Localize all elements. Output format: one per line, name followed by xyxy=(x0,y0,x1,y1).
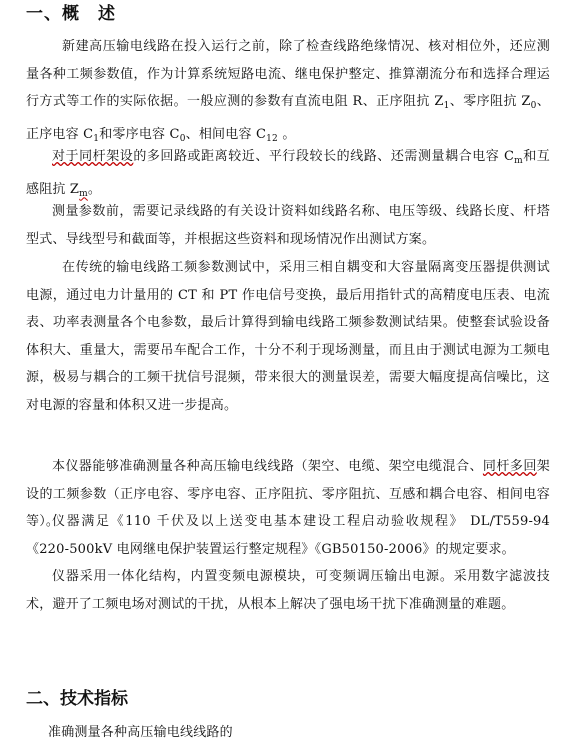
paragraph-specs-intro: 准确测量各种高压输电线线路的 xyxy=(48,725,233,740)
spellcheck-underlined-text: 同杆多回 xyxy=(482,459,537,474)
paragraph-coupling-text: 和互感阻抗 Z xyxy=(26,149,550,197)
paragraph-coupling-text: 。 xyxy=(87,181,102,197)
paragraph-traditional-method: 在传统的输电线路工频参数测试中，采用三相自耦变和大容量隔离变压器提供测试电源，通过电力计量用的 CT 和 PT 作电信号变换，最后用指针式的高精度电压表、电流表、功率表测量各个电参数，最后计算得到输电线路工频参数测试结果。使整套试验设备体积大、重量大，需要吊车配合工作，十分不利于现场测量，而且由于测试电源为工频电源，极易与耦合的工频干扰信号混频，带来很大的测量误差，需要大幅度提高信噪比，这对电源的容量和体积又进一步提高。 xyxy=(26,260,550,413)
paragraph-preparation: 测量参数前，需要记录线路的有关设计资料如线路名称、电压等级、线路长度、杆塔型式、导线型号和截面等，并根据这些资料和现场情况作出测试方案。 xyxy=(26,204,550,247)
paragraph-standards: 仪器满足《110 千伏及以上送变电基本建设工程启动验收规程》 DL/T559-94《220-500kV 电网继电保护装置运行整定规程》《GB50150-2006》的规定要求。 xyxy=(26,514,550,557)
paragraph-intro-text: 、正序电容 C xyxy=(26,94,551,142)
subscript: 0 xyxy=(179,133,186,144)
paragraph-intro xyxy=(26,33,550,153)
subscript: 0 xyxy=(530,101,537,111)
paragraph-intro-text: 。 xyxy=(277,126,296,142)
section-heading-technical-specs: 二、技术指标 xyxy=(26,689,128,709)
paragraph-coupling-text: 的多回路或距离较近、平行段较长的线路、还需测量耦合电容 C xyxy=(133,149,515,164)
paragraph-intro-text: 、相间电容 C xyxy=(185,126,267,142)
spellcheck-underlined-text: 对于同杆架设 xyxy=(52,149,134,164)
paragraph-intro-text: 、零序阻抗 Z xyxy=(449,94,531,109)
subscript: 12 xyxy=(266,133,278,144)
subscript: m xyxy=(79,188,88,199)
paragraph-capability-text: 架设的工频参数（正序电容、零序电容、正序阻抗、零序阻抗、互感和耦合电容、相间电容等）。 xyxy=(26,459,550,529)
paragraph-capability-text: 本仪器能够准确测量各种高压输电线线路（架空、电缆、架空电缆混合、 xyxy=(52,459,483,474)
subscript: m xyxy=(514,156,523,166)
subscript: 1 xyxy=(443,101,450,111)
paragraph-structure: 仪器采用一体化结构，内置变频电源模块，可变频调压输出电源。采用数字滤波技术，避开了工频电场对测试的干扰，从根本上解决了强电场干扰下准确测量的难题。 xyxy=(26,569,550,612)
subscript: 1 xyxy=(93,133,100,144)
section-heading-overview: 一、概 述 xyxy=(26,4,116,24)
paragraph-intro-text: 和零序电容 C xyxy=(99,126,180,142)
paragraph-intro-text: 新建高压输电线路在投入运行之前，除了检查线路绝缘情况、核对相位外，还应测量各种工频参数值，作为计算系统短路电流、继电保护整定、推算潮流分布和选择合理运行方式等工作的实际依据。一般应测的参数有直流电阻 R、正序阻抗 Z xyxy=(26,39,550,109)
